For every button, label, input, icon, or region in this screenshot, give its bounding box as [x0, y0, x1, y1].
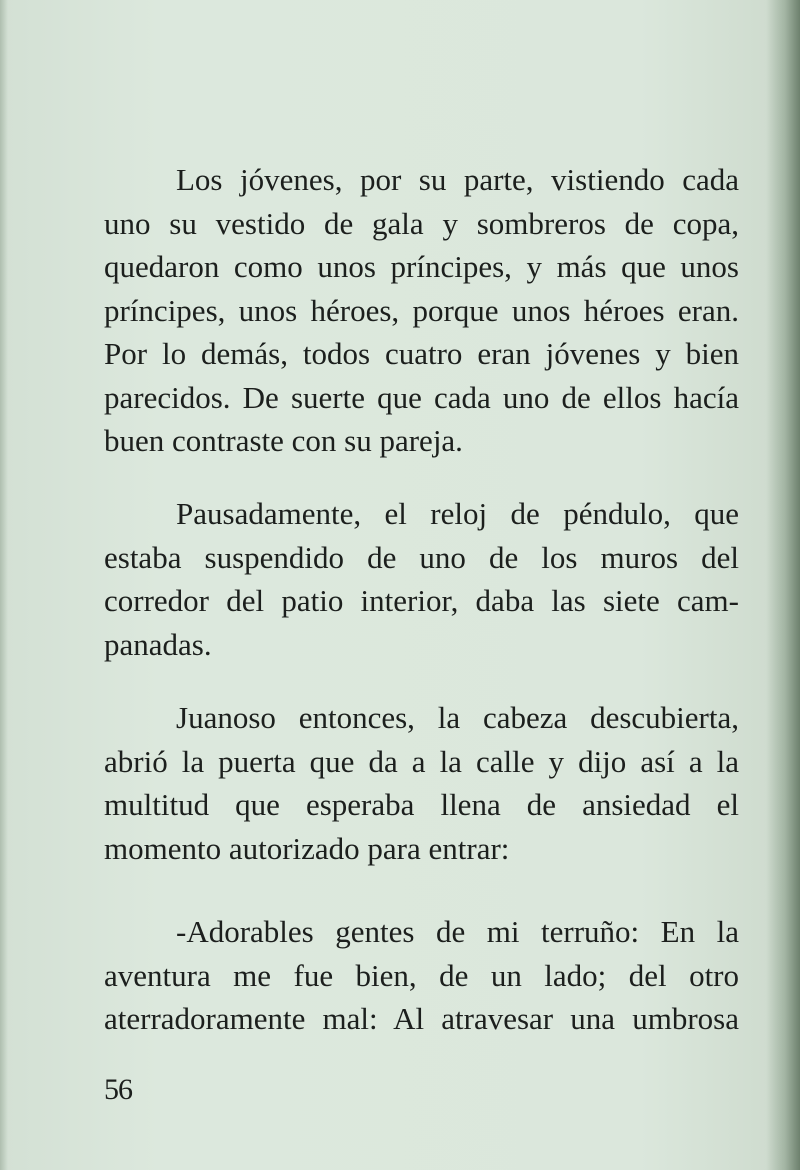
text-line: Juanoso entonces, la cabeza descubierta, — [176, 700, 739, 735]
text-line: corredor del patio interior, daba las siete cam- — [104, 583, 739, 618]
page-number: 56 — [104, 1073, 132, 1106]
text-line: uno su vestido de gala y sombreros de copa, — [104, 205, 739, 241]
page-spine-shadow — [766, 0, 800, 1170]
text-line: panadas. — [104, 626, 212, 662]
text-line: -Adorables gentes de mi terruño: En la — [176, 914, 739, 949]
text-line: parecidos. De suerte que cada uno de ellos hacía — [104, 379, 739, 415]
text-line: abrió la puerta que da a la calle y dijo así a la — [104, 743, 739, 779]
text-line: aterradoramente mal: Al atravesar una umbrosa — [104, 1001, 739, 1036]
paragraph-1 — [104, 158, 739, 463]
text-line: multitud que esperaba llena de ansiedad el — [104, 787, 739, 822]
text-line: Por lo demás, todos cuatro eran jóvenes y bien — [104, 336, 739, 371]
text-line: aventura me fue bien, de un lado; del otro — [104, 957, 739, 993]
page-left-edge — [0, 0, 8, 1170]
paragraph-4 — [104, 910, 739, 1041]
text-line: Los jóvenes, por su parte, vistiendo cada — [176, 162, 739, 197]
text-line: Pausadamente, el reloj de péndulo, que — [176, 496, 739, 531]
text-line: momento autorizado para entrar: — [104, 830, 510, 866]
text-line: quedaron como unos príncipes, y más que unos — [104, 249, 739, 284]
text-line: buen contraste con su pareja. — [104, 423, 463, 458]
text-line: estaba suspendido de uno de los muros del — [104, 539, 739, 575]
text-line: príncipes, unos héroes, porque unos héroes eran. — [104, 292, 739, 328]
paragraph-2 — [104, 492, 739, 666]
paragraph-3 — [104, 696, 739, 870]
